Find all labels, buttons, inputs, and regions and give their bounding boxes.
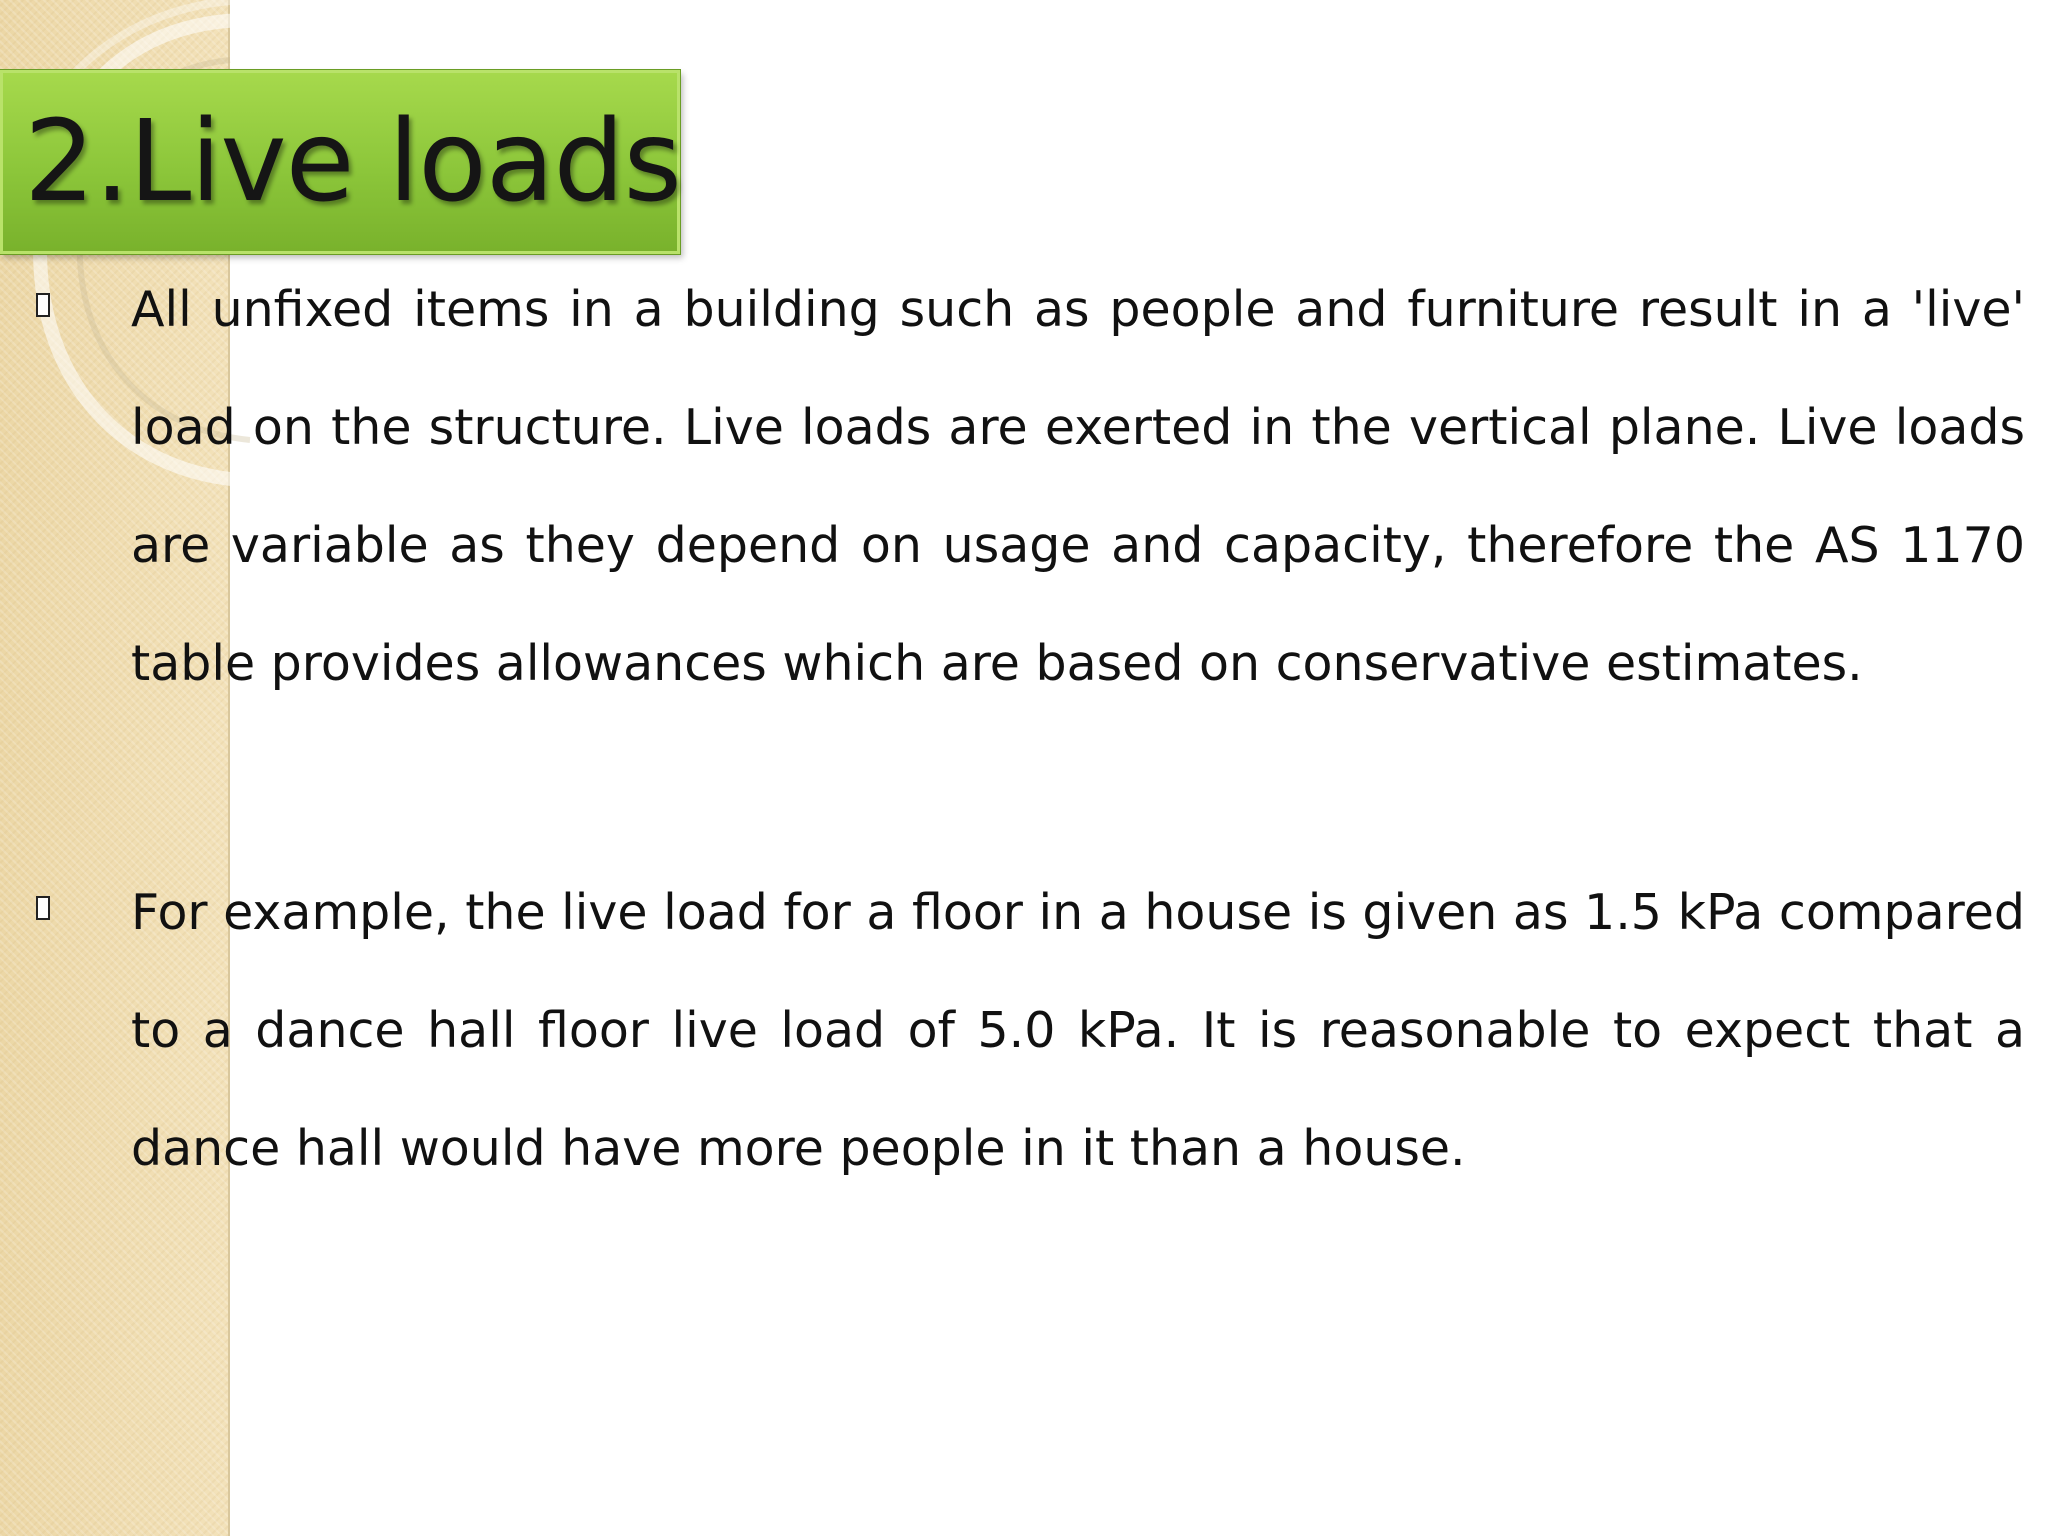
square-bullet-icon <box>36 896 50 920</box>
slide-title: 2.Live loads <box>24 97 681 227</box>
bullet-item <box>131 251 2025 723</box>
square-bullet-icon <box>36 293 50 317</box>
bullet-text: All unfixed items in a building such as people and furniture result in a 'live' load on the structure. Live loads are exerted in the vertical plane. Live loads are variable as they depend on usage and capacity, therefore the AS 1170 table provides allowances which are based on conservative estimates. <box>131 281 2025 692</box>
bullet-text: For example, the live load for a floor in a house is given as 1.5 kPa compared to a dance hall floor live load of 5.0 kPa. It is reasonable to expect that a dance hall would have more people in it than a house. <box>131 884 2025 1177</box>
bullet-item <box>131 854 2025 1208</box>
